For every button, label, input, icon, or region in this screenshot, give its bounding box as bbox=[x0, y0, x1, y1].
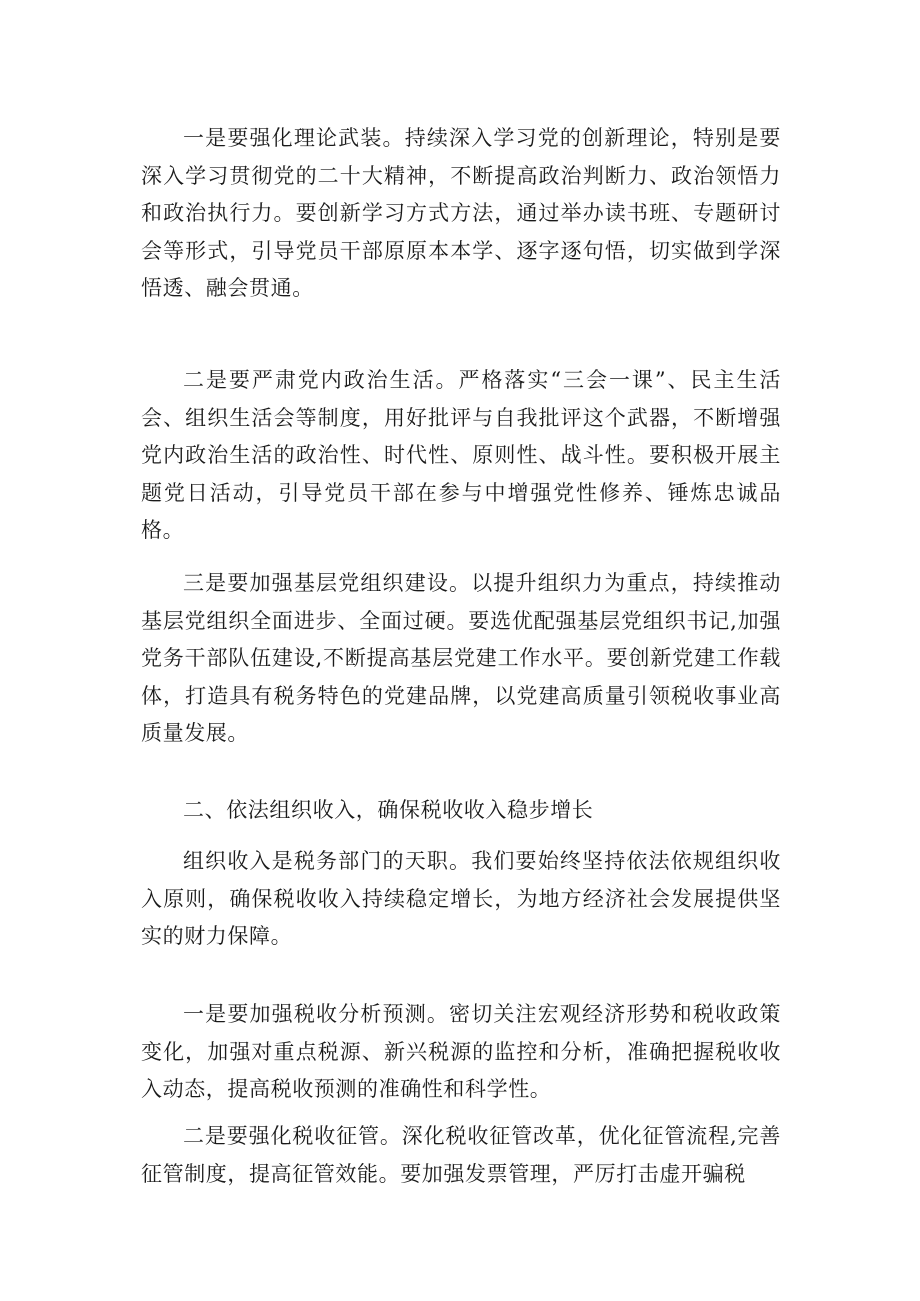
paragraph-revenue-intro: 组织收入是税务部门的天职。我们要始终坚持依法依规组织收入原则，确保税收收入持续稳定增长，为地方经济社会发展提供坚实的财力保障。 bbox=[141, 849, 781, 948]
paragraph-tax-forecast: 一是要加强税收分析预测。密切关注宏观经济形势和税收政策变化，加强对重点税源、新兴税源的监控和分析，准确把握税收收入动态，提高税收预测的准确性和科学性。 bbox=[141, 1002, 781, 1101]
section-heading-revenue: 二、依法组织收入，确保税收收入稳步增长 bbox=[183, 798, 594, 822]
paragraph-political-life: 二是要严肃党内政治生活。严格落实“三会一课”、民主生活会、组织生活会等制度，用好批评与自我批评这个武器，不断增强党内政治生活的政治性、时代性、原则性、战斗性。要积极开展主题党日活动，引导党员干部在参与中增强党性修养、锤炼忠诚品格。 bbox=[141, 368, 781, 542]
paragraph-grassroots-organization: 三是要加强基层党组织建设。以提升组织力为重点，持续推动基层党组织全面进步、全面过硬。要选优配强基层党组织书记,加强党务干部队伍建设,不断提高基层党建工作水平。要创新党建工作载体，打造具有税务特色的党建品牌，以党建高质量引领税收事业高质量发展。 bbox=[141, 571, 781, 745]
paragraph-tax-collection: 二是要强化税收征管。深化税收征管改革，优化征管流程,完善征管制度，提高征管效能。要加强发票管理，严厉打击虚开骗税 bbox=[141, 1124, 781, 1186]
paragraph-theory-arming: 一是要强化理论武装。持续深入学习党的创新理论，特别是要深入学习贯彻党的二十大精神，不断提高政治判断力、政治领悟力和政治执行力。要创新学习方式方法，通过举办读书班、专题研讨会等形式，引导党员干部原原本本学、逐字逐句悟，切实做到学深悟透、融会贯通。 bbox=[141, 126, 781, 300]
